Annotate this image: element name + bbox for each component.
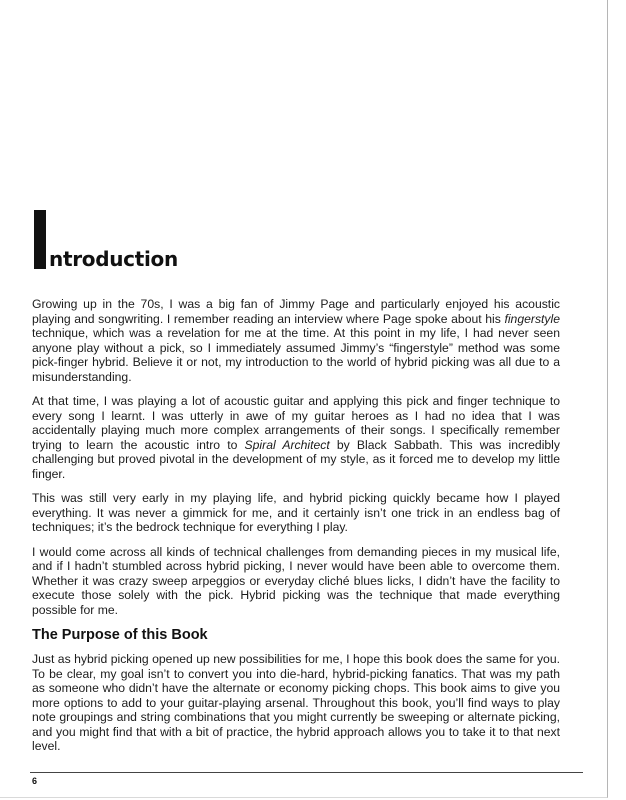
page-number: 6 xyxy=(32,776,38,786)
footer-rule xyxy=(30,772,583,773)
body-text xyxy=(32,297,560,764)
text-run: This was still very early in my playing life, and hybrid picking quickly became how I played everything. It was never a gimmick for me, and it certainly isn’t one trick in an endless bag of techniques; it’s the bedrock technique for everything I play. xyxy=(32,491,560,534)
paragraph-2 xyxy=(32,394,560,481)
text-run: I would come across all kinds of technical challenges from demanding pieces in my musical life, and if I hadn’t stumbled across hybrid picking, I never would have been able to overcome them. Whether it was crazy sweep arpeggios or everyday cliché blues licks, I didn’t have the facility to execute those solely with the pick. Hybrid picking was the technique that made everything possible for me. xyxy=(32,544,560,617)
text-run: technique, which was a revelation for me at the time. At this point in my life, I had never seen anyone play without a pick, so I immediately assumed Jimmy’s “fingerstyle” method was some pick-finger hybrid. Believe it or not, my introduction to the world of hybrid picking was all due to a misunderstanding. xyxy=(32,326,560,384)
purpose-paragraph: Just as hybrid picking opened up new possibilities for me, I hope this book does the same for you. To be clear, my goal isn’t to convert you into die-hard, hybrid-picking fanatics. That was my path as someone who didn’t have the alternate or economy picking chops. This book aims to give you more options to add to your guitar-playing arsenal. Throughout this book, you’ll find ways to play note groupings and string combinations that you might currently be sweeping or alternate picking, and you might find that with a bit of practice, the hybrid approach allows you to take it to that next level. xyxy=(32,652,560,753)
paragraph-1 xyxy=(32,297,560,384)
paragraph-4 xyxy=(32,545,560,618)
intro-paragraphs xyxy=(32,297,560,617)
section-subheading: The Purpose of this Book xyxy=(32,627,208,643)
italic-text: fingerstyle xyxy=(504,311,560,326)
italic-text: Spiral Architect xyxy=(244,437,330,452)
chapter-heading xyxy=(34,207,178,269)
text-run: At that time, I was playing a lot of acoustic guitar and applying this pick and finger technique to every song I learnt. I was utterly in awe of my guitar heroes as I had no idea that I was accidentally playing much more complex arrangements of their songs. I specifically remember trying to learn the acoustic intro to xyxy=(32,394,560,452)
text-run: Growing up in the 70s, I was a big fan of Jimmy Page and particularly enjoyed his acoustic playing and songwriting. I remember reading an interview where Page spoke about his xyxy=(32,297,560,326)
drop-cap-letter xyxy=(34,210,46,269)
text-run: by Black Sabbath. This was incredibly challenging but proved pivotal in the development of my style, as it forced me to develop my little finger. xyxy=(32,437,560,481)
paragraph-3 xyxy=(32,491,560,535)
chapter-heading-text: ntroduction xyxy=(49,247,178,271)
